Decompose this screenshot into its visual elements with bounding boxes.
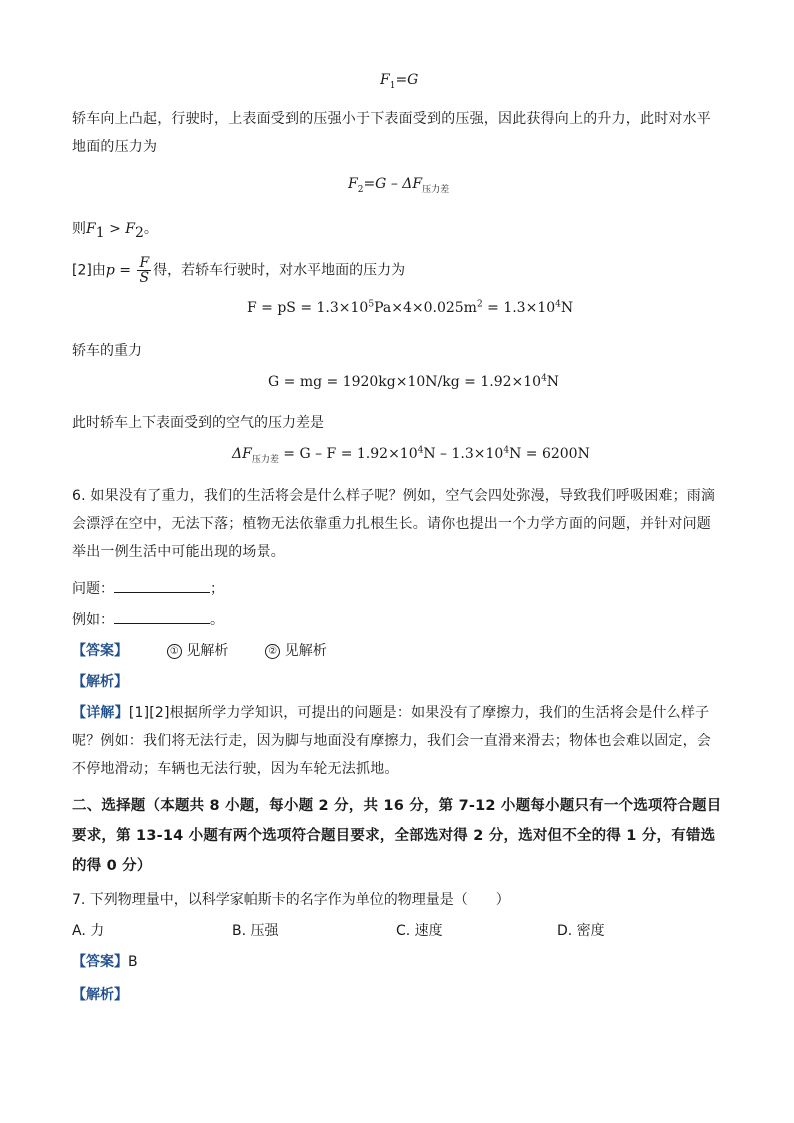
label-gravity: 轿车的重力 — [72, 343, 142, 359]
formula-diff-e2: 4 — [503, 445, 510, 456]
formula-pressure-difference — [232, 445, 590, 465]
q6-problem-end: ； — [210, 581, 224, 597]
answer-6-marker-2: ② — [265, 644, 280, 659]
step2-eq: = — [114, 262, 136, 279]
formula-ps-e3: 4 — [555, 299, 561, 310]
answer-7-tag: 【答案】 — [72, 954, 128, 970]
answer-7 — [72, 951, 138, 971]
formula-f2-sub: 2 — [357, 184, 364, 195]
formula-diff-sub: 压力差 — [251, 454, 279, 465]
q6-example-label: 例如： — [72, 612, 114, 628]
compare-prefix: 则 — [72, 221, 86, 237]
formula-ps-end: N — [560, 300, 574, 316]
formula-g-end: N — [546, 374, 560, 390]
compare-f2: F — [125, 221, 135, 237]
q6-problem-blank[interactable] — [114, 578, 210, 593]
option-c[interactable]: C. 速度 — [396, 923, 443, 939]
question-6: 6. 如果没有了重力，我们的生活将会是什么样子呢？例如，空气会四处弥漫，导致我们呼吸困难；雨滴会漂浮在空中，无法下落；植物无法依靠重力扎根生长。请你也提出一个力学方面的问题，并针对问题举出一例生活中可能出现的场景。 — [72, 488, 716, 560]
formula-ps-mid: Pa×4×0.025m — [374, 300, 477, 316]
compare-suffix: 。 — [143, 221, 158, 237]
q6-example-line — [72, 609, 224, 629]
q6-example-end: 。 — [210, 612, 224, 628]
formula-f2 — [348, 176, 450, 195]
option-a[interactable]: A. 力 — [72, 923, 105, 939]
formula-g-lhs: G = mg = 1920kg×10N/kg = 1.92×10 — [268, 374, 542, 390]
question-7: 7. 下列物理量中，以科学家帕斯卡的名字作为单位的物理量是（ ） — [72, 892, 510, 908]
answer-6-text-1: 见解析 — [186, 643, 229, 659]
compare-f1: F — [86, 221, 96, 237]
formula-f2-lhs: F — [348, 176, 358, 192]
formula-f1-sub: 1 — [389, 80, 396, 91]
compare-s1: 1 — [95, 224, 105, 241]
detail-6-text: [1][2]根据所学力学知识，可提出的问题是：如果没有了摩擦力，我们的生活将会是什么样子呢？例如：我们将无法行走，因为脚与地面没有摩擦力，我们会一直滑来滑去；物体也会难以固定，会不停地滑动；车辆也无法行驶，因为车轮无法抓地。 — [72, 705, 711, 777]
fraction-denominator: S — [139, 270, 150, 286]
formula-ps-e1: 5 — [368, 299, 375, 310]
formula-g-e1: 4 — [541, 373, 547, 384]
answer-6 — [72, 640, 327, 660]
formula-pressure-force — [247, 300, 573, 316]
q6-problem-line — [72, 578, 224, 598]
compare-s2: 2 — [135, 224, 144, 241]
comparison-line — [72, 218, 158, 241]
formula-f2-mid: =G – ΔF — [363, 176, 423, 192]
answer-6-tag: 【答案】 — [72, 643, 128, 659]
formula-f1 — [380, 72, 419, 91]
paragraph-car-lift: 轿车向上凸起，行驶时，上表面受到的压强小于下表面受到的压强，因此获得向上的升力，此时对水平地面的压力为 — [72, 111, 711, 155]
formula-diff-e1: 4 — [417, 445, 424, 456]
section-2-heading: 二、选择题（本题共 8 小题，每小题 2 分，共 16 分，第 7-12 小题每小题只有一个选项符合题目要求，第 13-14 小题有两个选项符合题目要求，全部选对得 2 分，选对但不全的得 1 分，有错选的得 0 分） — [72, 798, 722, 874]
formula-diff-lhs: ΔF — [232, 446, 252, 462]
detail-6 — [72, 699, 724, 783]
q6-example-blank[interactable] — [114, 609, 210, 624]
formula-f2-sub2: 压力差 — [422, 184, 450, 195]
analysis-6-tag: 【解析】 — [72, 674, 128, 690]
detail-6-tag: 【详解】 — [72, 705, 129, 721]
answer-6-marker-1: ① — [167, 644, 182, 659]
fraction-f-over-s — [137, 256, 151, 285]
formula-ps-mid2: = 1.3×10 — [482, 300, 556, 316]
formula-ps-e2: 2 — [476, 299, 483, 310]
answer-6-text-2: 见解析 — [284, 643, 327, 659]
step2-prefix: [2]由 — [72, 262, 106, 279]
answer-7-value: B — [128, 954, 138, 970]
option-b[interactable]: B. 压强 — [232, 923, 279, 939]
step-2-line — [72, 256, 405, 285]
analysis-7-tag: 【解析】 — [72, 987, 128, 1003]
formula-diff-end: N = 6200N — [509, 446, 590, 462]
fraction-numerator: F — [139, 255, 150, 271]
formula-diff-mid2: N – 1.3×10 — [423, 446, 504, 462]
formula-f1-lhs: F — [380, 72, 390, 88]
compare-op: > — [104, 221, 126, 237]
step2-p: p — [105, 262, 115, 279]
option-d[interactable]: D. 密度 — [557, 923, 605, 939]
formula-ps-lhs: F = pS = 1.3×10 — [247, 300, 369, 316]
q6-problem-label: 问题： — [72, 581, 114, 597]
formula-f1-rhs: =G — [395, 72, 419, 88]
step2-suffix: 得，若轿车行驶时，对水平地面的压力为 — [153, 262, 406, 279]
formula-diff-mid: = G – F = 1.92×10 — [278, 446, 418, 462]
formula-gravity — [268, 374, 559, 390]
label-pressure-difference: 此时轿车上下表面受到的空气的压力差是 — [72, 415, 324, 431]
